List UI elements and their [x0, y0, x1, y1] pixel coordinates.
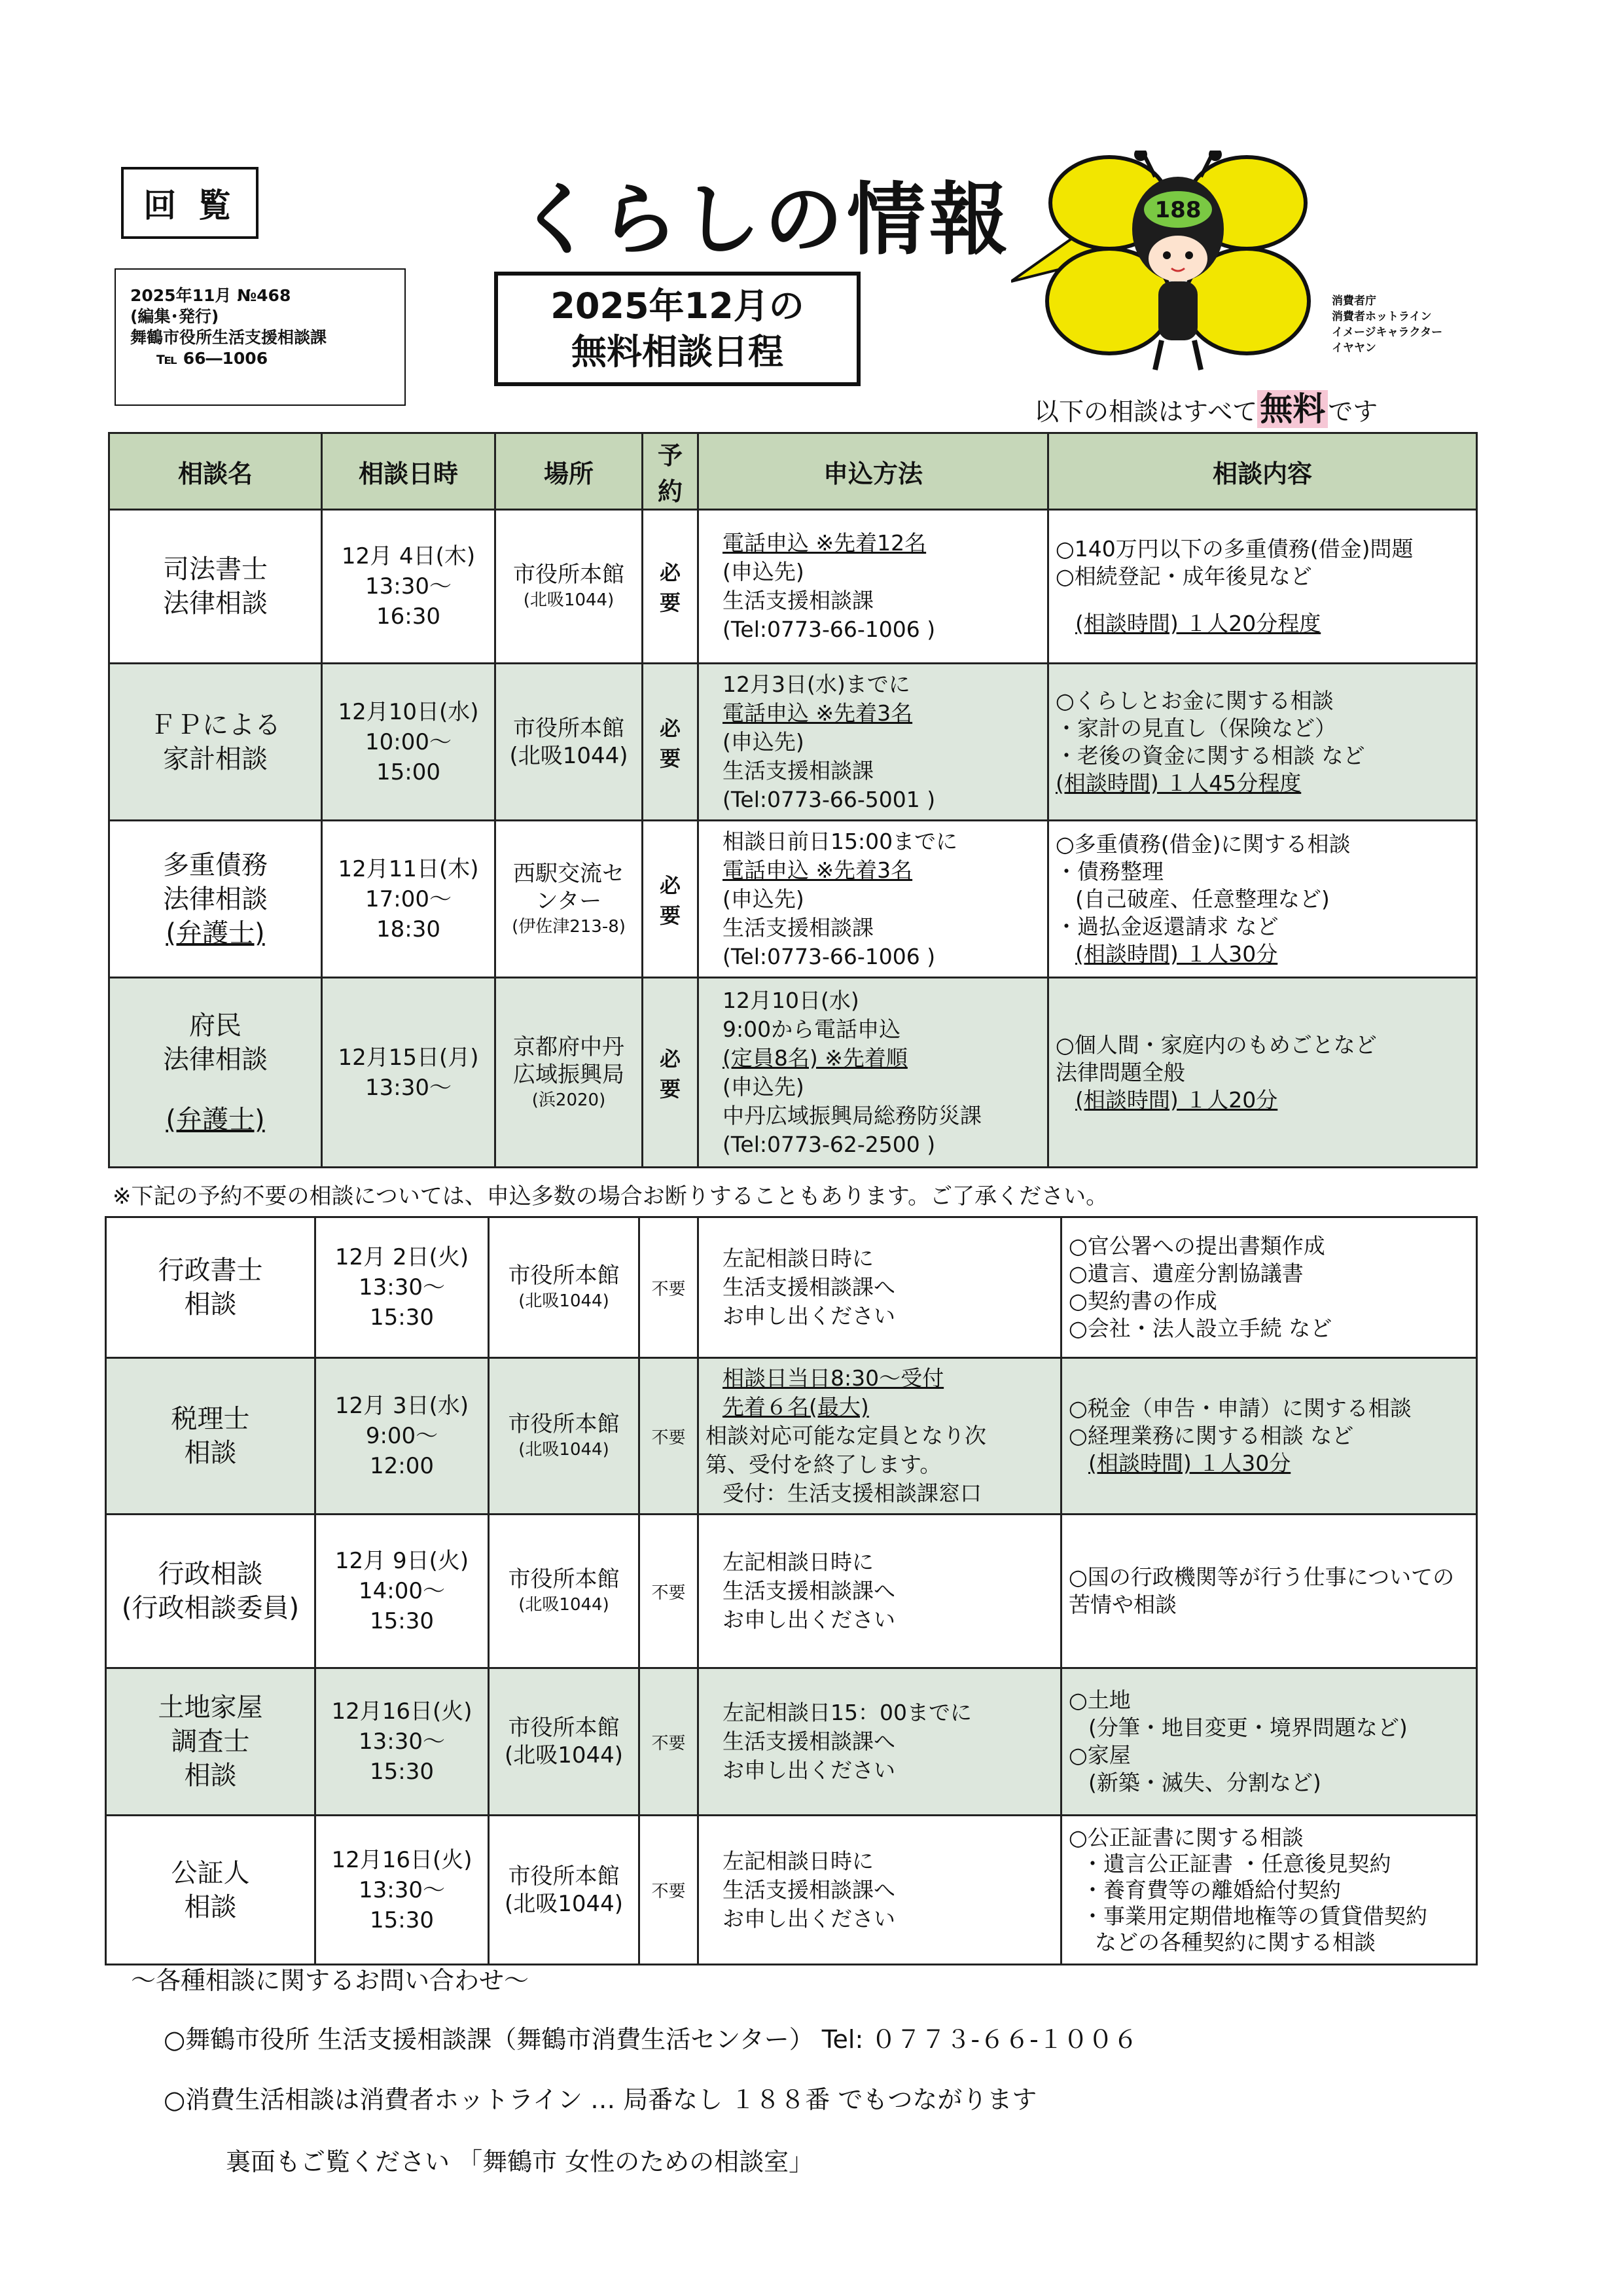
consult-content: ○個人間・家庭内のもめごとなど 法律問題全般 (相談時間) １人20分 — [1048, 978, 1477, 1168]
mascot-illustration — [1011, 151, 1325, 380]
consult-place: 市役所本館 (北吸1044) — [495, 510, 643, 664]
schedule-title-line2: 無料相談日程 — [571, 331, 783, 372]
reservation-not-required: 不要 — [639, 1217, 698, 1358]
reservation-not-required: 不要 — [639, 1358, 698, 1515]
consult-name: 多重債務 法律相談 (弁護士) — [109, 821, 322, 978]
consult-date: 12月16日(火) 13:30～ 15:30 — [315, 1668, 489, 1816]
consult-date: 12月 9日(火) 14:00～ 15:30 — [315, 1515, 489, 1668]
issue-editor-label: (編集･発行) — [130, 307, 219, 326]
free-notice-prefix: 以下の相談はすべて — [1034, 397, 1258, 426]
reservation-required-table — [108, 432, 1478, 1168]
reservation-not-required: 不要 — [639, 1668, 698, 1816]
table-row — [109, 821, 1477, 978]
consult-content: ○土地 (分筆・地目変更・境界問題など) ○家屋 (新築・滅失、分割など) — [1061, 1668, 1477, 1816]
mascot-caption-line: イメージキャラクター — [1332, 326, 1443, 339]
apply-method: 左記相談日時に 生活支援相談課へ お申し出ください — [698, 1217, 1061, 1358]
col-header-apply: 申込方法 — [698, 433, 1048, 510]
issue-tel: ℡ 66―1006 — [156, 349, 268, 368]
col-header-reservation: 予約 — [643, 433, 698, 510]
consult-place: 市役所本館 (北吸1044) — [489, 1515, 639, 1668]
contact-heading: ～各種相談に関するお問い合わせ～ — [131, 1966, 529, 1995]
table-header-row — [109, 433, 1477, 510]
consult-content: ○140万円以下の多重債務(借金)問題 ○相続登記・成年後見など (相談時間) １人20分程度 — [1048, 510, 1477, 664]
consult-name: ＦＰによる 家計相談 — [109, 664, 322, 821]
consult-content: ○くらしとお金に関する相談 ・家計の見直し（保険など） ・老後の資金に関する相談 など (相談時間) １人45分程度 — [1048, 664, 1477, 821]
consult-place: 市役所本館 (北吸1044) — [489, 1668, 639, 1816]
apply-method: 左記相談日15：00までに 生活支援相談課へ お申し出ください — [698, 1668, 1061, 1816]
apply-method: 左記相談日時に 生活支援相談課へ お申し出ください — [698, 1515, 1061, 1668]
consult-place: 市役所本館 (北吸1044) — [495, 664, 643, 821]
consult-content: ○公正証書に関する相談 ・遺言公正証書 ・任意後見契約 ・養育費等の離婚給付契約 ・事業用定期借地権等の賃貸借契約 などの各種契約に関する相談 — [1061, 1816, 1477, 1965]
back-page-notice: 裏面もご覧ください 「舞鶴市 女性のための相談室」 — [226, 2147, 814, 2176]
schedule-title-box — [494, 272, 861, 386]
contact-city-office: ○舞鶴市役所 生活支援相談課（舞鶴市消費生活センター） Tel: ０７７３-６６-１００６ — [164, 2025, 1138, 2054]
consult-date: 12月 2日(火) 13:30～ 15:30 — [315, 1217, 489, 1358]
apply-method: 12月10日(水) 9:00から電話申込 (定員8名) ※先着順 (申込先) 中丹広域振興局総務防災課 (Tel:0773-62-2500 ) — [698, 978, 1048, 1168]
table-row — [106, 1217, 1477, 1358]
mascot-caption-line: 消費者庁 — [1332, 295, 1376, 308]
consult-name: 行政相談 (行政相談委員) — [106, 1515, 315, 1668]
apply-method: 電話申込 ※先着12名 (申込先) 生活支援相談課 (Tel:0773-66-1006 ) — [698, 510, 1048, 664]
issue-number: 2025年11月 №468 — [130, 286, 291, 305]
contact-hotline: ○消費生活相談は消費者ホットライン … 局番なし １８８番 でもつながります — [164, 2085, 1037, 2114]
no-reservation-table — [105, 1216, 1478, 1965]
apply-method: 左記相談日時に 生活支援相談課へ お申し出ください — [698, 1816, 1061, 1965]
consult-name: 税理士 相談 — [106, 1358, 315, 1515]
mascot-body — [1158, 281, 1198, 340]
consult-content: ○多重債務(借金)に関する相談 ・債務整理 (自己破産、任意整理など) ・過払金返還請求 など (相談時間) １人30分 — [1048, 821, 1477, 978]
consult-place: 市役所本館 (北吸1044) — [489, 1816, 639, 1965]
consult-place: 市役所本館 (北吸1044) — [489, 1358, 639, 1515]
reservation-required: 必要 — [643, 821, 698, 978]
consult-date: 12月15日(月) 13:30～ — [322, 978, 495, 1168]
reservation-required: 必要 — [643, 664, 698, 821]
col-header-datetime: 相談日時 — [322, 433, 495, 510]
free-notice-suffix: です — [1328, 397, 1378, 426]
reservation-not-required: 不要 — [639, 1816, 698, 1965]
reservation-required: 必要 — [643, 510, 698, 664]
col-header-content: 相談内容 — [1048, 433, 1477, 510]
apply-method: 相談日前日15:00までに 電話申込 ※先着3名 (申込先) 生活支援相談課 (Tel:0773-66-1006 ) — [698, 821, 1048, 978]
issue-info-box — [115, 268, 406, 406]
table-row — [106, 1668, 1477, 1816]
issue-publisher: 舞鶴市役所生活支援相談課 — [130, 328, 327, 347]
consult-place: 市役所本館 (北吸1044) — [489, 1217, 639, 1358]
free-highlight: 無料 — [1257, 390, 1328, 428]
consult-date: 12月 3日(水) 9:00～ 12:00 — [315, 1358, 489, 1515]
consult-name: 府民 法律相談 (弁護士) — [109, 978, 322, 1168]
consult-date: 12月11日(木) 17:00～ 18:30 — [322, 821, 495, 978]
mascot-caption-line: 消費者ホットライン — [1332, 310, 1432, 323]
table-row — [106, 1515, 1477, 1668]
reservation-not-required: 不要 — [639, 1515, 698, 1668]
table-row — [109, 510, 1477, 664]
page-title: くらしの情報 — [517, 175, 1012, 266]
consult-name: 公証人 相談 — [106, 1816, 315, 1965]
table-row — [106, 1358, 1477, 1515]
col-header-place: 場所 — [495, 433, 643, 510]
consult-name: 土地家屋 調査士 相談 — [106, 1668, 315, 1816]
consult-date: 12月16日(火) 13:30～ 15:30 — [315, 1816, 489, 1965]
table-row — [109, 978, 1477, 1168]
mascot-188-badge: 188 — [1154, 197, 1202, 223]
free-notice — [1034, 383, 1378, 430]
schedule-title-line1: 2025年12月の — [550, 285, 804, 327]
mascot-caption-line: イヤヤン — [1332, 342, 1376, 355]
mascot-caption — [1332, 293, 1442, 356]
col-header-name: 相談名 — [109, 433, 322, 510]
consult-content: ○税金（申告・申請）に関する相談 ○経理業務に関する相談 など (相談時間) １人30分 — [1061, 1358, 1477, 1515]
mascot-face — [1149, 236, 1207, 281]
reservation-required: 必要 — [643, 978, 698, 1168]
table-row — [109, 664, 1477, 821]
consult-date: 12月10日(水) 10:00～ 15:00 — [322, 664, 495, 821]
consult-place: 西駅交流センター (伊佐津213-8) — [495, 821, 643, 978]
consult-content: ○官公署への提出書類作成 ○遺言、遺産分割協議書 ○契約書の作成 ○会社・法人設立手続 など — [1061, 1217, 1477, 1358]
apply-method: 12月3日(水)までに 電話申込 ※先着3名 (申込先) 生活支援相談課 (Tel:0773-66-5001 ) — [698, 664, 1048, 821]
consult-content: ○国の行政機関等が行う仕事についての苦情や相談 — [1061, 1515, 1477, 1668]
consult-date: 12月 4日(木) 13:30～ 16:30 — [322, 510, 495, 664]
consult-name: 司法書士 法律相談 — [109, 510, 322, 664]
consult-place: 京都府中丹広域振興局 (浜2020) — [495, 978, 643, 1168]
apply-method: 相談日当日8:30～受付 先着６名(最大) 相談対応可能な定員となり次 第、受付を終了します。 受付：生活支援相談課窓口 — [698, 1358, 1061, 1515]
no-reservation-note: ※下記の予約不要の相談については、申込多数の場合お断りすることもあります。ご了承ください。 — [113, 1183, 1109, 1210]
consult-name: 行政書士 相談 — [106, 1217, 315, 1358]
circulation-label: 回 覧 — [121, 167, 259, 239]
table-row — [106, 1816, 1477, 1965]
